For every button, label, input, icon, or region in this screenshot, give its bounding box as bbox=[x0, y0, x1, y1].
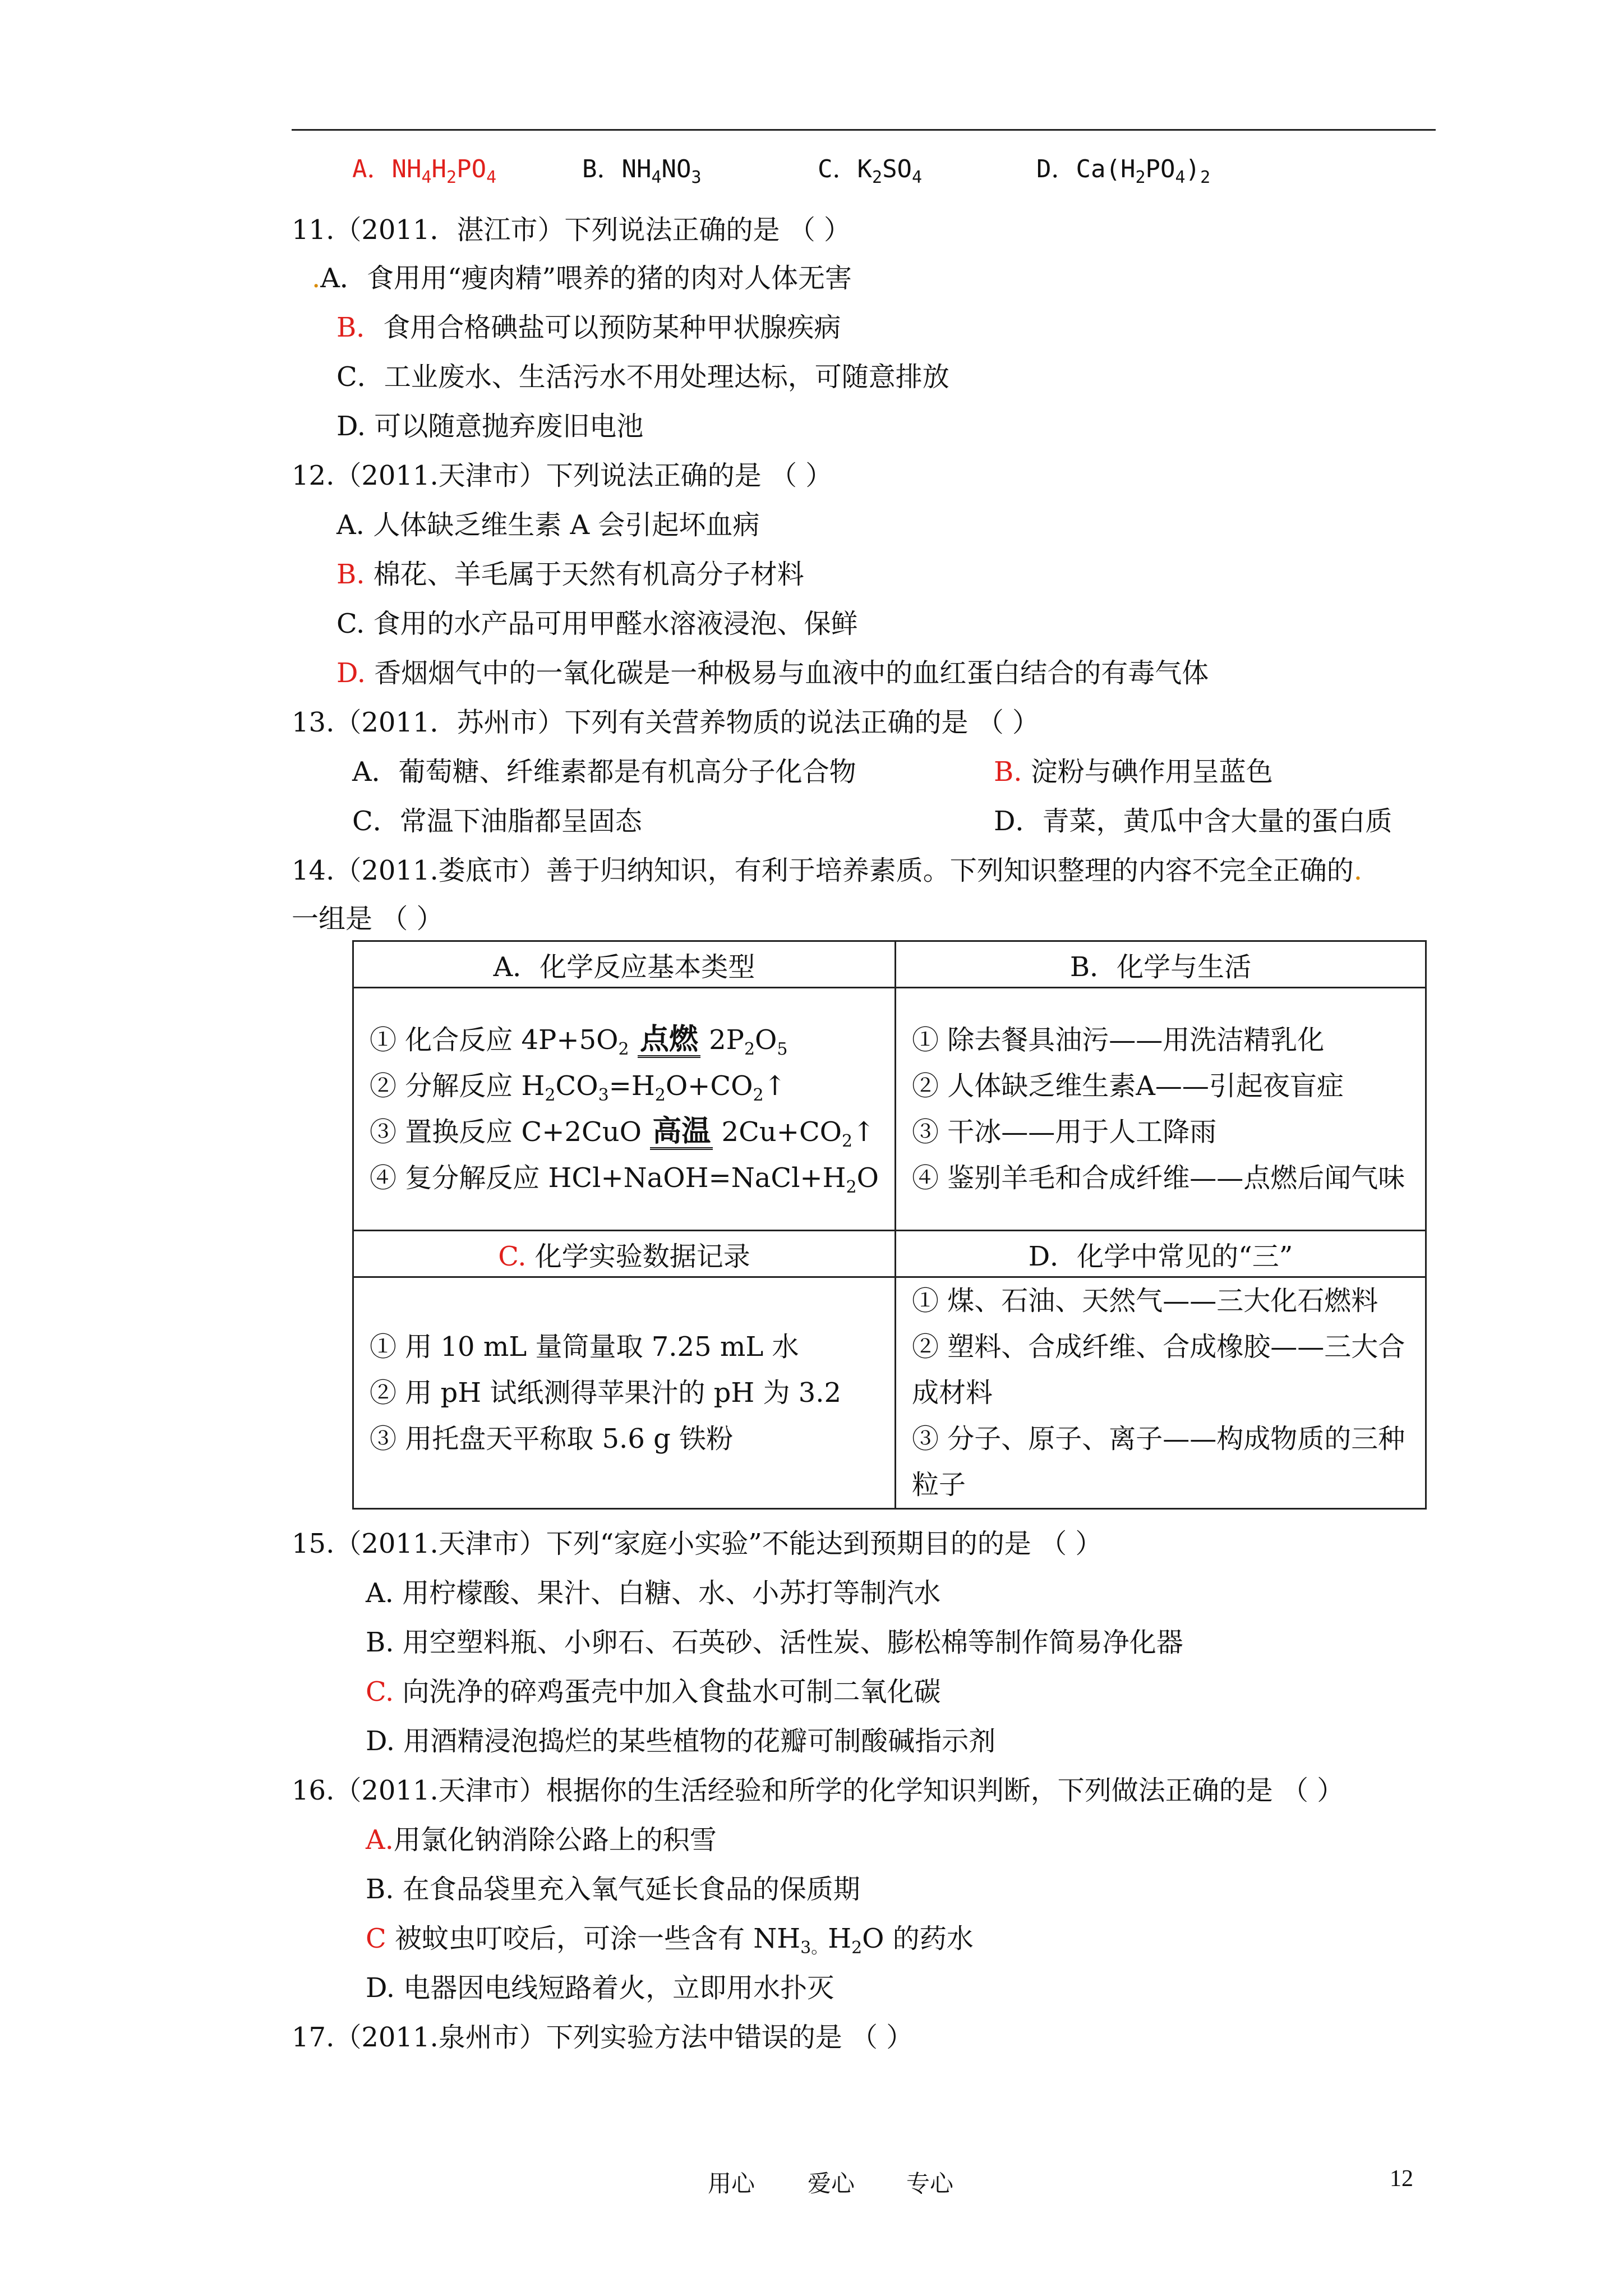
q14-stem: 14.（2011.娄底市）善于归纳知识，有利于培养素质。下列知识整理的内容不完全正确的. bbox=[292, 855, 1363, 886]
a-item-3: ③ 置换反应 C+2CuO 高温 $2Cu+CO_2↑$ bbox=[370, 1114, 875, 1151]
q13-option-b: B. 淀粉与碘作用呈蓝色 bbox=[994, 756, 1273, 788]
cell-a-header: A．化学反应基本类型 bbox=[353, 941, 896, 988]
d-item-3-cont: 粒子 bbox=[911, 1469, 966, 1501]
header-rule bbox=[292, 129, 1436, 131]
q11-stem: 11.（2011．湛江市）下列说法正确的是 （ ） bbox=[292, 214, 851, 246]
b-item-3: ③ 干冰——用于人工降雨 bbox=[911, 1116, 1217, 1148]
condition-ignite: 点燃 bbox=[638, 1024, 700, 1058]
q15-option-d: D. 用酒精浸泡捣烂的某些植物的花瓣可制酸碱指示剂 bbox=[366, 1726, 996, 1757]
q10-formula-c: $K_2SO_4$ bbox=[857, 155, 923, 187]
q10-formula-a: $NH_4H_2PO_4$ bbox=[391, 155, 497, 187]
c-item-1: ① 用 10 mL 量筒量取 7.25 mL 水 bbox=[370, 1331, 799, 1363]
q11-option-b: B．食用合格碘盐可以预防某种甲状腺疾病 bbox=[336, 312, 841, 343]
d-item-2-cont: 成材料 bbox=[911, 1377, 993, 1409]
q12-stem: 12.（2011.天津市）下列说法正确的是 （ ） bbox=[292, 460, 833, 491]
q10-option-b: B．$NH_4NO_3$ bbox=[582, 153, 702, 186]
q14-stem-cont: 一组是 （ ） bbox=[292, 903, 444, 935]
d-item-1: ① 煤、石油、天然气——三大化石燃料 bbox=[911, 1285, 1378, 1317]
q15-stem: 15.（2011.天津市）下列“家庭小实验”不能达到预期目的的是 （ ） bbox=[292, 1528, 1103, 1559]
q17-stem: 17.（2011.泉州市）下列实验方法中错误的是 （ ） bbox=[292, 2022, 914, 2053]
c-item-2: ② 用 pH 试纸测得苹果汁的 pH 为 3.2 bbox=[370, 1377, 842, 1409]
a-item-1: ① 化合反应 $4P+5O_2$ 点燃 $2P_2O_5$ bbox=[370, 1022, 788, 1059]
q10-option-d: D．$Ca(H_2PO_4)_2$ bbox=[1036, 153, 1210, 186]
q14-knowledge-table bbox=[352, 940, 1427, 1510]
q12-option-d: D. 香烟烟气中的一氧化碳是一种极易与血液中的血红蛋白结合的有毒气体 bbox=[336, 657, 1209, 689]
q16-option-c: C 被蚊虫叮咬后，可涂一些含有 $NH_{3。}H_2O$ 的药水 bbox=[366, 1923, 974, 1958]
q13-option-d: D．青菜，黄瓜中含大量的蛋白质 bbox=[994, 806, 1393, 837]
q16-option-b: B. 在食品袋里充入氧气延长食品的保质期 bbox=[366, 1874, 860, 1905]
c-item-3: ③ 用托盘天平称取 5.6 g 铁粉 bbox=[370, 1423, 734, 1455]
q10-option-c: C．$K_2SO_4$ bbox=[818, 153, 922, 186]
q11-dot: . bbox=[312, 263, 321, 294]
cell-c-body bbox=[353, 1277, 896, 1509]
d-item-3: ③ 分子、原子、离子——构成物质的三种 bbox=[911, 1423, 1405, 1455]
q15-option-b: B. 用空塑料瓶、小卵石、石英砂、活性炭、膨松棉等制作简易净化器 bbox=[366, 1627, 1183, 1658]
q12-option-c: C. 食用的水产品可用甲醛水溶液浸泡、保鲜 bbox=[336, 608, 858, 639]
cell-b-header: B．化学与生活 bbox=[895, 941, 1426, 988]
cell-c-header: C. 化学实验数据记录 bbox=[353, 1231, 896, 1277]
q12-option-b: B. 棉花、羊毛属于天然有机高分子材料 bbox=[336, 559, 804, 590]
footer-motto-2: 爱心 bbox=[808, 2170, 855, 2197]
b-item-4: ④ 鉴别羊毛和合成纤维——点燃后闻气味 bbox=[911, 1162, 1405, 1194]
b-item-1: ① 除去餐具油污——用洗洁精乳化 bbox=[911, 1024, 1325, 1056]
footer-motto-1: 用心 bbox=[708, 2170, 755, 2197]
q15-option-c: C. 向洗净的碎鸡蛋壳中加入食盐水可制二氧化碳 bbox=[366, 1676, 941, 1708]
cell-d-body bbox=[895, 1277, 1426, 1509]
cell-b-body bbox=[895, 988, 1426, 1231]
q10-formula-b: $NH_4NO_3$ bbox=[621, 155, 702, 187]
q13-option-c: C．常温下油脂都呈固态 bbox=[352, 806, 642, 837]
q10-option-a: A．$NH_4H_2PO_4$ bbox=[352, 153, 496, 186]
q11-option-d: D. 可以随意抛弃废旧电池 bbox=[336, 411, 644, 442]
cell-d-header: D．化学中常见的“三” bbox=[895, 1231, 1426, 1277]
q16-option-a: A.用氯化钠消除公路上的积雪 bbox=[366, 1824, 717, 1856]
q11-option-c: C．工业废水、生活污水不用处理达标，可随意排放 bbox=[336, 361, 949, 393]
gas-arrow-icon: ↑ bbox=[763, 1070, 786, 1102]
cell-a-body bbox=[353, 988, 896, 1231]
q11-option-a: .A．食用用“瘦肉精”喂养的猪的肉对人体无害 bbox=[312, 263, 852, 294]
b-item-2: ② 人体缺乏维生素A——引起夜盲症 bbox=[911, 1070, 1344, 1102]
q15-option-a: A. 用柠檬酸、果汁、白糖、水、小苏打等制汽水 bbox=[366, 1577, 941, 1609]
a-item-2: ② 分解反应 $H_2CO_3=H_2O+CO_2↑$ bbox=[370, 1070, 786, 1105]
page-number: 12 bbox=[1390, 2166, 1413, 2192]
q13-option-a: A．葡萄糖、纤维素都是有机高分子化合物 bbox=[352, 756, 856, 788]
q16-stem: 16.（2011.天津市）根据你的生活经验和所学的化学知识判断，下列做法正确的是 （ ） bbox=[292, 1775, 1344, 1806]
condition-high-temp: 高温 bbox=[650, 1116, 713, 1150]
d-item-2: ② 塑料、合成纤维、合成橡胶——三大合 bbox=[911, 1331, 1405, 1363]
q10-formula-d: $Ca(H_2PO_4)_2$ bbox=[1076, 155, 1211, 187]
gas-arrow-icon: ↑ bbox=[852, 1116, 875, 1148]
q16-option-d: D. 电器因电线短路着火，立即用水扑灭 bbox=[366, 1972, 834, 2004]
q12-option-a: A. 人体缺乏维生素 A 会引起坏血病 bbox=[336, 509, 760, 541]
a-item-4: ④ 复分解反应 $HCl+NaOH=NaCl+H_2O$ bbox=[370, 1162, 879, 1197]
footer-motto-3: 专心 bbox=[906, 2170, 954, 2197]
q13-stem: 13.（2011．苏州市）下列有关营养物质的说法正确的是 （ ） bbox=[292, 707, 1040, 738]
